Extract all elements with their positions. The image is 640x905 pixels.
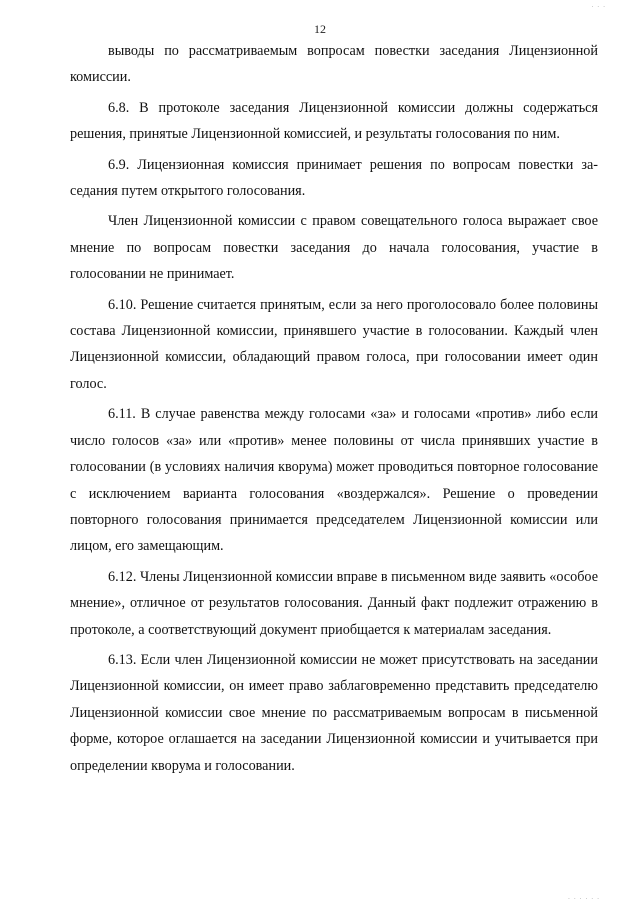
paragraph-6-13: 6.13. Если член Лицензионной комиссии не может присутствовать на заседании Лицензионной комиссии, он имеет право заблаговременно представить председателю Лицензионной комиссии свое мнение по рассматриваемым вопросам в письменной форме, которое оглашается на заседании Лицензионной комиссии и учитывается при определении кворума и голосовании.: [70, 651, 598, 774]
page-number: 12: [314, 22, 326, 36]
document-body: [70, 38, 598, 783]
paragraph-6-11: 6.11. В случае равенства между голосами «за» и голосами «против» либо если число голосов «за» или «против» менее половины от числа принявших участие в голосовании (в условиях наличия кворума) может проводиться повторное голосование с исключением варианта голосования «воздержался». Решение о проведении повторного голосования принимается председателем Лицензионной комиссии или лицом, его замещающим.: [70, 406, 598, 555]
paragraph-continuation: выводы по рассматриваемым вопросам повестки заседания Лицензионной комиссии.: [70, 43, 598, 86]
corner-scan-mark: . . .: [591, 2, 606, 9]
paragraph-advisory-member: Член Лицензионной комиссии с правом совещательного голоса выражает свое мнение по вопросам повестки заседания до начала голосования, участие в голосовании не принимает.: [70, 213, 598, 283]
paragraph-6-9: 6.9. Лицензионная комиссия принимает решения по вопросам повестки заседания путем открытого голосования.: [70, 156, 598, 200]
paragraph-6-8: 6.8. В протоколе заседания Лицензионной комиссии должны содержаться решения, принятые Лицензионной комиссией, и результаты голосования по ним.: [70, 99, 598, 143]
paragraph-6-12: 6.12. Члены Лицензионной комиссии вправе в письменном виде заявить «особое мнение», отличное от результатов голосования. Данный факт подлежит отражению в протоколе, а соответствующий документ приобщается к материалам заседания.: [70, 568, 598, 638]
paragraph-6-10: 6.10. Решение считается принятым, если за него проголосовало более половины состава Лицензионной комиссии, принявшего участие в голосовании. Каждый член Лицензионной комиссии, обладающий правом голоса, при голосовании имеет один голос.: [70, 296, 598, 392]
corner-scan-mark-bottom: . . . . . .: [568, 894, 600, 901]
